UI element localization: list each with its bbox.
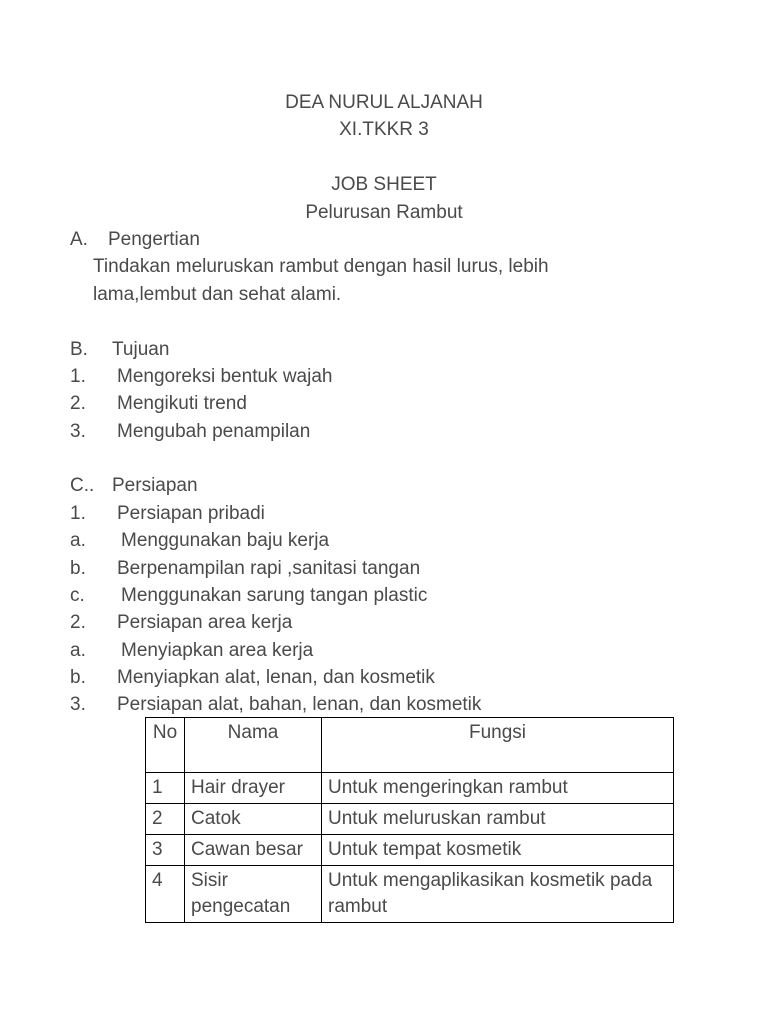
list-item-text: Mengubah penampilan — [117, 421, 311, 442]
table-header-row — [146, 718, 674, 773]
document-title: JOB SHEET — [331, 174, 437, 195]
list-item-text: Menggunakan sarung tangan plastic — [121, 585, 428, 606]
list-item-text: Menyiapkan area kerja — [121, 640, 314, 661]
list-item-marker: b. — [70, 667, 86, 688]
section-b-heading: Tujuan — [112, 339, 170, 360]
table-cell-no: 4 — [146, 866, 185, 923]
section-a-body-line2: lama,lembut dan sehat alami. — [93, 284, 342, 305]
section-a-heading: Pengertian — [108, 229, 200, 250]
list-item-marker: 3. — [70, 421, 86, 442]
list-item-text: Menggunakan baju kerja — [121, 530, 330, 551]
list-item-text: Mengikuti trend — [117, 393, 247, 414]
document-subtitle: Pelurusan Rambut — [305, 202, 463, 223]
section-c-marker: C.. — [70, 475, 95, 496]
list-item-text: Mengoreksi bentuk wajah — [117, 366, 333, 387]
table-row — [146, 804, 674, 835]
class-label: XI.TKKR 3 — [339, 119, 429, 140]
section-c-heading: Persiapan — [112, 475, 198, 496]
table-cell-no: 2 — [146, 804, 185, 835]
section-a-body-line1: Tindakan meluruskan rambut dengan hasil lurus, lebih — [93, 256, 549, 277]
list-item-text: Menyiapkan alat, lenan, dan kosmetik — [117, 667, 435, 688]
table-header-nama: Nama — [185, 718, 322, 773]
table-cell-nama: Catok — [185, 804, 322, 835]
author-name: DEA NURUL ALJANAH — [285, 92, 483, 113]
table-cell-nama: Sisir pengecatan — [185, 866, 322, 923]
table-cell-no: 1 — [146, 773, 185, 804]
table-cell-fungsi: Untuk tempat kosmetik — [322, 835, 674, 866]
list-item-text: Persiapan pribadi — [117, 503, 265, 524]
table-cell-nama: Hair drayer — [185, 773, 322, 804]
table-cell-fungsi: Untuk mengeringkan rambut — [322, 773, 674, 804]
table-cell-fungsi: Untuk meluruskan rambut — [322, 804, 674, 835]
list-item-marker: 1. — [70, 366, 86, 387]
list-item-marker: c. — [70, 585, 85, 606]
table-header-fungsi: Fungsi — [322, 718, 674, 773]
list-item-marker: 2. — [70, 393, 86, 414]
list-item-marker: 1. — [70, 503, 86, 524]
table-row — [146, 773, 674, 804]
table-row — [146, 835, 674, 866]
section-b-marker: B. — [70, 339, 88, 360]
table-cell-no: 3 — [146, 835, 185, 866]
section-a-marker: A. — [70, 229, 88, 250]
table-header-no: No — [146, 718, 185, 773]
table-cell-nama: Cawan besar — [185, 835, 322, 866]
list-item-text: Persiapan area kerja — [117, 612, 293, 633]
list-item-marker: a. — [70, 640, 86, 661]
list-item-text: Persiapan alat, bahan, lenan, dan kosmetik — [117, 694, 482, 715]
list-item-marker: b. — [70, 558, 86, 579]
table-row — [146, 866, 674, 923]
equipment-function-table — [145, 717, 674, 923]
list-item-text: Berpenampilan rapi ,sanitasi tangan — [117, 558, 421, 579]
list-item-marker: a. — [70, 530, 86, 551]
list-item-marker: 3. — [70, 694, 86, 715]
table-cell-fungsi: Untuk mengaplikasikan kosmetik pada rambut — [322, 866, 674, 923]
list-item-marker: 2. — [70, 612, 86, 633]
